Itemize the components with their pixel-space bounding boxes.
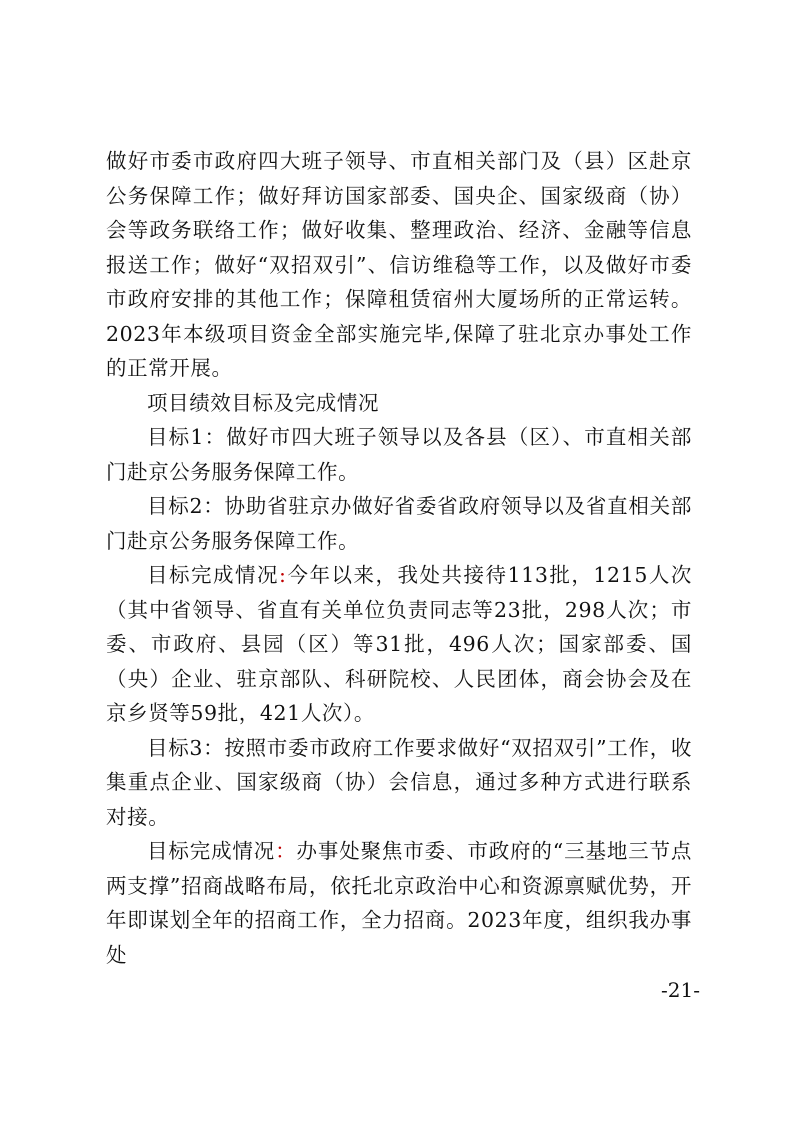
paragraph-intro [106, 144, 692, 386]
completion-1-text: 今年以来，我处共接待113批，1215人次（其中省领导、省直有关单位负责同志等23批，298人次；市委、市政府、县园（区）等31批，496人次；国家部委、国（央）企业、驻京部队、科研院校、人民团体，商会协会及在京乡贤等59批，421人次）。 [106, 563, 692, 725]
paragraph-goal-3 [106, 731, 692, 835]
goal-1-text: 目标1：做好市四大班子领导以及各县（区）、市直相关部门赴京公务服务保障工作。 [106, 425, 692, 484]
paragraph-goal-1 [106, 420, 692, 489]
body-text [106, 144, 692, 972]
paragraph-goal-2 [106, 489, 692, 558]
goal-3-text: 目标3：按照市委市政府工作要求做好“双招双引”工作，收集重点企业、国家级商（协）会信息，通过多种方式进行联系对接。 [106, 735, 692, 829]
completion-1-label: 目标完成情况 [147, 563, 280, 587]
goal-2-text: 目标2：协助省驻京办做好省委省政府领导以及省直相关部门赴京公务服务保障工作。 [106, 494, 692, 553]
section-heading [106, 386, 692, 421]
completion-2-colon: ： [275, 839, 297, 863]
paragraph-completion-2 [106, 834, 692, 972]
completion-2-text: 办事处聚焦市委、市政府的“三基地三节点两支撑”招商战略布局，依托北京政治中心和资源禀赋优势，开年即谋划全年的招商工作，全力招商。2023年度，组织我办事处 [106, 839, 692, 967]
completion-1-colon: : [279, 563, 287, 587]
paragraph-completion-1 [106, 558, 692, 731]
page-number: -21- [661, 978, 700, 1002]
paragraph-intro-text: 做好市委市政府四大班子领导、市直相关部门及（县）区赴京公务保障工作；做好拜访国家部委、国央企、国家级商（协）会等政务联络工作；做好收集、整理政治、经济、金融等信息报送工作；做好“双招双引”、信访维稳等工作，以及做好市委市政府安排的其他工作；保障租赁宿州大厦场所的正常运转。2023年本级项目资金全部实施完毕,保障了驻北京办事处工作的正常开展。 [106, 149, 692, 380]
section-heading-text: 项目绩效目标及完成情况 [147, 390, 380, 415]
completion-2-label: 目标完成情况 [147, 839, 276, 863]
